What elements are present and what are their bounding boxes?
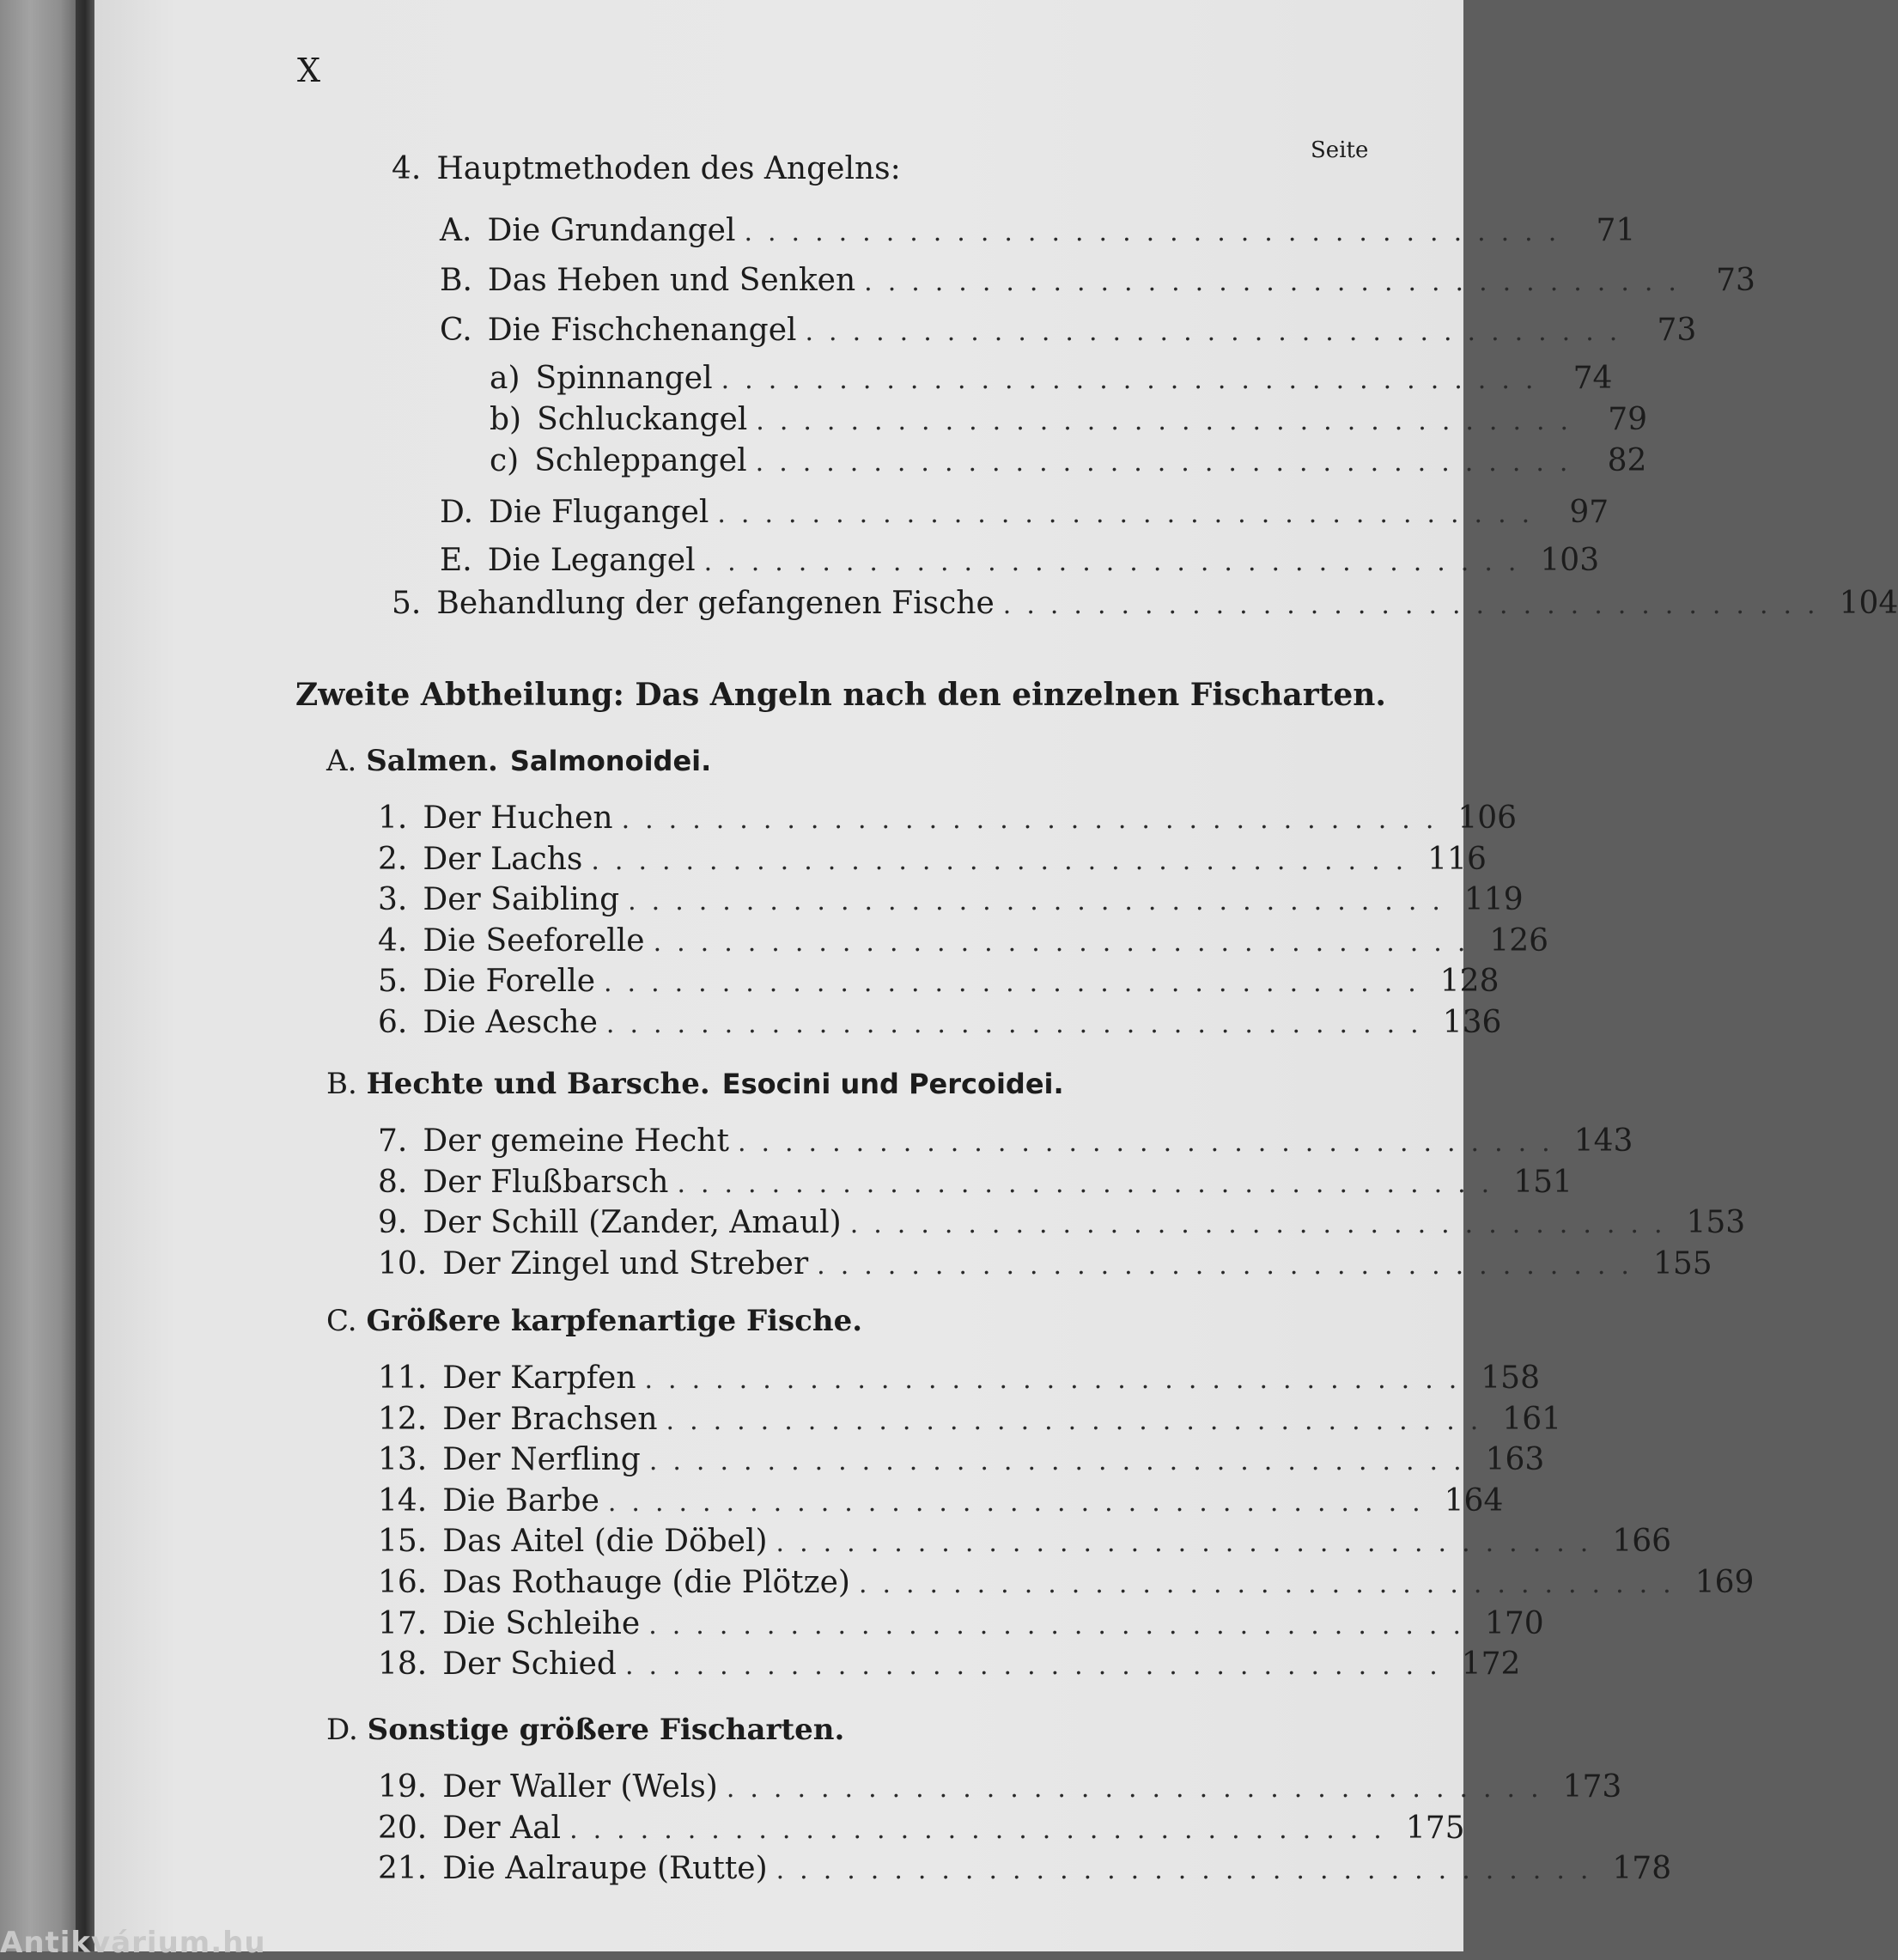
dot-leader: ................................... [648, 1610, 1476, 1640]
entry-page: 163 [1485, 1442, 1545, 1477]
entry-page: 153 [1686, 1205, 1746, 1240]
group-letter: D. [326, 1713, 358, 1747]
toc-entry-fish [378, 1123, 1633, 1165]
toc-entry-fish [378, 842, 1487, 883]
dot-leader: ................................... [653, 928, 1481, 958]
entry-number: 19. [378, 1769, 428, 1805]
entry-number: 2. [378, 842, 408, 877]
entry-label: Behandlung der gefangenen Fische [436, 586, 995, 621]
dot-leader: ................................... [677, 1169, 1506, 1199]
entry-number: D. [440, 495, 474, 530]
entry-number: A. [440, 213, 472, 248]
entry-number: 4. [378, 923, 408, 959]
entry-number: 14. [378, 1483, 428, 1519]
book-binding [0, 0, 76, 1951]
dot-leader: ................................... [644, 1365, 1473, 1395]
entry-label: Das Aitel (die Döbel) [442, 1524, 768, 1559]
entry-label: Der Brachsen [442, 1402, 658, 1437]
entry-number: 9. [378, 1205, 408, 1240]
entry-page: 104 [1839, 586, 1898, 621]
dot-leader: ................................... [864, 267, 1692, 297]
entry-number: 11. [378, 1360, 428, 1396]
entry-number: 13. [378, 1442, 428, 1477]
toc-entry-method [440, 313, 1697, 354]
entry-page: 119 [1463, 882, 1524, 917]
toc-entry-method [440, 213, 1636, 254]
entry-number: 1. [378, 800, 408, 836]
entry-label: Die Schleihe [442, 1606, 641, 1641]
entry-page: 128 [1439, 964, 1500, 999]
toc-entry-fish [378, 1769, 1622, 1811]
entry-label: Der Huchen [423, 800, 613, 836]
entry-page: 166 [1612, 1524, 1672, 1559]
dot-leader: ................................... [717, 499, 1546, 529]
entry-number: 8. [378, 1165, 408, 1200]
entry-number: 7. [378, 1123, 408, 1159]
entry-label: Der gemeine Hecht [423, 1123, 729, 1159]
dot-leader: ................................... [605, 1009, 1434, 1039]
entry-number: 5. [378, 964, 408, 999]
entry-number: 12. [378, 1402, 428, 1437]
entry-label: Schluckangel [537, 402, 748, 437]
entry-label: Das Rothauge (die Plötze) [442, 1565, 850, 1600]
method-heading-number: 4. [392, 151, 422, 186]
toc-entry-fish [378, 1205, 1746, 1246]
dot-leader: ................................... [721, 365, 1549, 395]
toc-entry-fish [378, 1524, 1672, 1565]
entry-number: 17. [378, 1606, 428, 1641]
entry-label: Spinnangel [535, 361, 713, 396]
toc-entry-method [440, 263, 1755, 304]
dot-leader: ................................... [628, 886, 1456, 916]
dot-leader: ................................... [621, 805, 1450, 835]
entry-label: Der Nerfling [442, 1442, 641, 1477]
dot-leader: ................................... [755, 447, 1584, 478]
entry-number: 18. [378, 1647, 428, 1682]
entry-page: 161 [1502, 1402, 1562, 1437]
entry-page: 79 [1608, 402, 1648, 437]
group-title: Hechte und Barsche. [366, 1067, 710, 1101]
page-number: X [297, 52, 322, 89]
fish-group-heading [326, 1304, 862, 1338]
entry-number: B. [440, 263, 472, 298]
toc-entry-fish [378, 1483, 1504, 1525]
entry-number: b) [490, 402, 522, 437]
entry-number: 15. [378, 1524, 428, 1559]
entry-label: Der Schill (Zander, Amaul) [423, 1205, 842, 1240]
toc-entry-fish [378, 923, 1549, 965]
group-title: Salmen. [366, 744, 498, 778]
dot-leader: ................................... [591, 846, 1420, 876]
dot-leader: ................................... [648, 1446, 1477, 1476]
entry-label: Der Flußbarsch [423, 1165, 669, 1200]
entry-number: 10. [378, 1246, 428, 1281]
toc-entry-fish [378, 1246, 1712, 1287]
entry-label: Die Seeforelle [423, 923, 645, 959]
group-letter: A. [326, 744, 357, 778]
toc-entry-fish [378, 1165, 1573, 1206]
toc-entry-fish [378, 1402, 1562, 1443]
toc-entry-fish [378, 1360, 1540, 1402]
entry-page: 136 [1442, 1005, 1502, 1040]
entry-page: 126 [1489, 923, 1549, 959]
toc-entry-method [440, 543, 1600, 584]
entry-page: 82 [1607, 443, 1647, 478]
entry-page: 103 [1540, 543, 1600, 578]
fish-group-heading [326, 1067, 1064, 1101]
entry-label: Der Lachs [423, 842, 583, 877]
toc-entry-treatment [392, 586, 1898, 627]
dot-leader: ................................... [849, 1209, 1678, 1239]
fish-group-heading [326, 1713, 844, 1747]
dot-leader: ................................... [569, 1815, 1397, 1845]
entry-label: Die Flugangel [489, 495, 709, 530]
entry-label: Der Zingel und Streber [442, 1246, 809, 1281]
entry-page: 73 [1657, 313, 1697, 348]
entry-page: 73 [1716, 263, 1755, 298]
dot-leader: ................................... [858, 1569, 1687, 1599]
group-title: Sonstige größere Fischarten. [367, 1713, 845, 1747]
entry-page: 116 [1427, 842, 1487, 877]
dot-leader: ................................... [744, 217, 1573, 247]
toc-entry-fish [378, 1647, 1521, 1688]
entry-label: Der Karpfen [442, 1360, 636, 1396]
toc-entry-fish [378, 1565, 1755, 1606]
method-heading-label: Hauptmethoden des Angelns: [436, 151, 901, 186]
entry-label: Die Aalraupe (Rutte) [442, 1851, 768, 1886]
dot-leader: ................................... [604, 968, 1432, 998]
toc-entry-fish [378, 1851, 1672, 1892]
entry-page: 158 [1481, 1360, 1540, 1396]
entry-page: 170 [1485, 1606, 1544, 1641]
group-latin-name: Esocini und Percoidei. [721, 1068, 1064, 1100]
entry-label: Die Fischchenangel [487, 313, 797, 348]
entry-page: 155 [1652, 1246, 1712, 1281]
group-letter: C. [326, 1304, 357, 1338]
dot-leader: ................................... [776, 1528, 1604, 1558]
group-latin-name: Salmonoidei. [509, 745, 712, 777]
toc-entry-method [490, 361, 1613, 402]
entry-label: Die Legangel [487, 543, 696, 578]
entry-number: E. [440, 543, 472, 578]
toc-entry-fish [378, 1606, 1544, 1647]
fish-group-heading [326, 744, 711, 778]
dot-leader: ................................... [805, 317, 1633, 347]
entry-number: a) [490, 361, 520, 396]
dot-leader: ................................... [737, 1128, 1566, 1158]
toc-entry-method [490, 443, 1647, 484]
page-column-header: Seite [1311, 137, 1369, 163]
entry-label: Die Barbe [442, 1483, 599, 1519]
method-heading [392, 151, 1362, 192]
entry-label: Das Heben und Senken [487, 263, 856, 298]
entry-page: 106 [1457, 800, 1518, 836]
entry-page: 175 [1405, 1811, 1465, 1846]
entry-number: c) [490, 443, 520, 478]
group-title: Größere karpfenartige Fische. [366, 1304, 863, 1338]
dot-leader: ................................... [666, 1406, 1494, 1436]
toc-entry-method [440, 495, 1609, 536]
group-letter: B. [326, 1067, 357, 1101]
entry-number: 21. [378, 1851, 428, 1886]
toc-entry-fish [378, 882, 1524, 923]
entry-label: Der Saibling [423, 882, 620, 917]
toc-entry-fish [378, 800, 1518, 842]
entry-page: 169 [1694, 1565, 1755, 1600]
entry-page: 173 [1562, 1769, 1622, 1805]
toc-entry-fish [378, 1005, 1502, 1046]
dot-leader: ................................... [817, 1251, 1645, 1281]
entry-page: 151 [1513, 1165, 1573, 1200]
entry-number: 6. [378, 1005, 408, 1040]
entry-page: 97 [1569, 495, 1609, 530]
dot-leader: ................................... [624, 1651, 1453, 1681]
page-gutter [76, 0, 94, 1951]
entry-number: 20. [378, 1811, 428, 1846]
dot-leader: ................................... [607, 1488, 1436, 1518]
entry-page: 178 [1612, 1851, 1672, 1886]
watermark: Antikvárium.hu [0, 1926, 266, 1960]
entry-number: 16. [378, 1565, 428, 1600]
toc-entry-fish [378, 964, 1500, 1005]
entry-label: Der Waller (Wels) [442, 1769, 718, 1805]
entry-number: C. [440, 313, 472, 348]
entry-page: 143 [1573, 1123, 1633, 1159]
dot-leader: ................................... [776, 1855, 1604, 1885]
entry-page: 164 [1444, 1483, 1504, 1519]
entry-label: Die Grundangel [487, 213, 736, 248]
dot-leader: ................................... [703, 547, 1532, 577]
toc-entry-method [490, 402, 1648, 443]
dot-leader: ................................... [1002, 590, 1831, 620]
entry-number: 5. [392, 586, 422, 621]
entry-page: 172 [1461, 1647, 1521, 1682]
entry-label: Die Forelle [423, 964, 596, 999]
toc-entry-fish [378, 1442, 1545, 1483]
dot-leader: ................................... [726, 1774, 1554, 1804]
entry-label: Der Schied [442, 1647, 617, 1682]
entry-label: Schleppangel [534, 443, 747, 478]
entry-label: Der Aal [442, 1811, 562, 1846]
entry-number: 3. [378, 882, 408, 917]
section-title: Zweite Abtheilung: Das Angeln nach den einzelnen Fischarten. [295, 677, 1386, 713]
entry-page: 74 [1573, 361, 1613, 396]
entry-page: 71 [1596, 213, 1636, 248]
toc-entry-fish [378, 1811, 1465, 1852]
dot-leader: ................................... [756, 406, 1585, 436]
entry-label: Die Aesche [423, 1005, 598, 1040]
